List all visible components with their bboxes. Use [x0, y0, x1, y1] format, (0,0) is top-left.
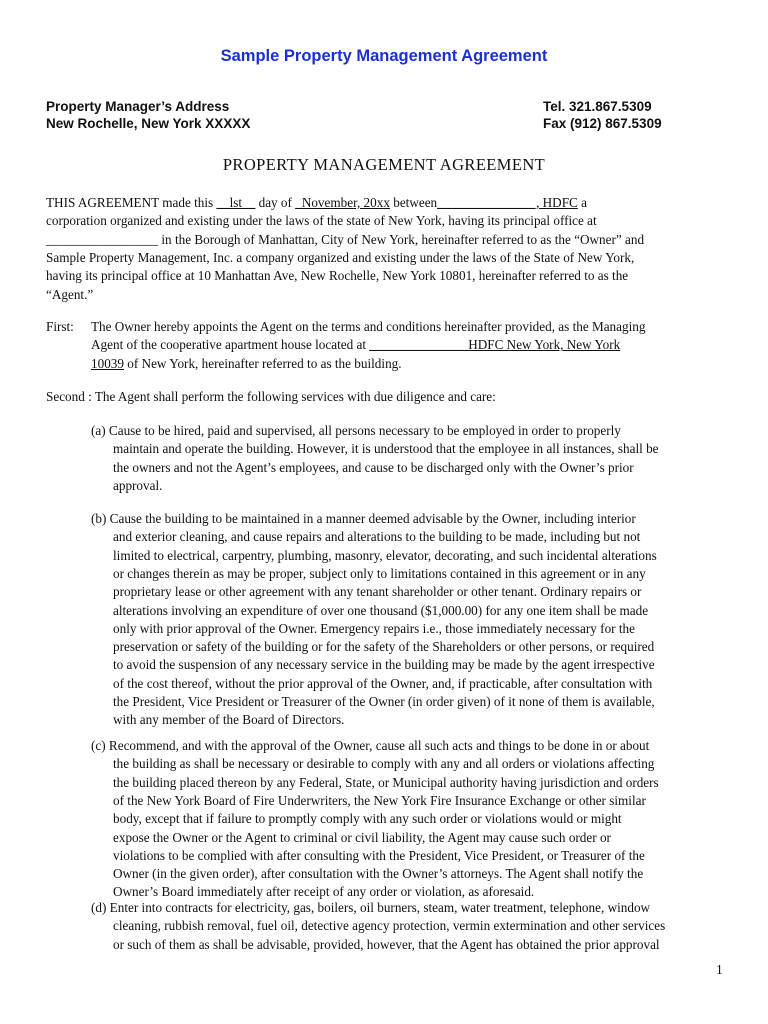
intro-text: between [389, 195, 438, 210]
clause-b-line: only with prior approval of the Owner. Emergency repairs i.e., those immediately necessary for the [113, 620, 635, 636]
clause-c-line: expose the Owner or the Agent to criminal or civil liability, the Agent may cause such order or [113, 829, 611, 845]
first-line-3 [91, 355, 402, 373]
clause-c-line: Owner (in the given order), after consultation with the Owner’s attorneys. The Agent shall notify the [113, 866, 644, 882]
owner-name-field: _______________, HDFC [437, 195, 578, 210]
manager-address [46, 98, 250, 132]
fax: Fax (912) 867.5309 [543, 116, 662, 131]
clause-c-line: body, except that if failure to promptly comply with any such order or violations would or might [113, 811, 622, 827]
zip-field: 10039 [91, 355, 124, 371]
intro-line-3: _________________ in the Borough of Manhattan, City of New York, hereinafter referred to as the “Owner” and [46, 231, 645, 247]
intro-line-1 [46, 194, 587, 212]
page-number: 1 [716, 962, 723, 977]
clause-b-line: (b) Cause the building to be maintained in a manner deemed advisable by the Owner, including interior [91, 511, 636, 526]
clause-a-line: (a) Cause to be hired, paid and supervised, all persons necessary to be employed in order to properly [91, 423, 621, 438]
contact-info [543, 98, 662, 132]
clause-a-line: maintain and operate the building. However, it is understood that the employee in all instances, shall be [113, 441, 659, 457]
address-line-2: New Rochelle, New York XXXXX [46, 116, 251, 131]
first-line-1: The Owner hereby appoints the Agent on the terms and conditions hereinafter provided, as the Managing [91, 319, 646, 334]
clause-b-line: alterations involving an expenditure of over one thousand ($1,000.00) for any one item shall be made [113, 602, 649, 618]
clause-c-line: (c) Recommend, and with the approval of the Owner, cause all such acts and things to be done in or about [91, 738, 650, 753]
intro-line-2: corporation organized and existing under the laws of the state of New York, having its principal office at [46, 213, 597, 229]
clause-c-line: violations to be complied with after consulting with the President, Vice President, or Treasurer of the [113, 847, 645, 863]
clause-c-line: of the New York Board of Fire Underwriters, the New York Fire Insurance Exchange or other similar [113, 792, 646, 808]
clause-d-line: (d) Enter into contracts for electricity, gas, boilers, oil burners, steam, water treatment, telephone, window [91, 900, 651, 915]
intro-line-5: having its principal office at 10 Manhattan Ave, New Rochelle, New York 10801, hereinafter referred to as the [46, 268, 629, 284]
clause-b-line: preservation or safety of the building or for the safety of the Shareholders or other persons, or required [113, 639, 655, 655]
clause-c-line: the building as shall be necessary or desirable to comply with any and all orders or violations affecting [113, 756, 655, 772]
clause-a-line: the owners and not the Agent’s employees, and cause to be discharged only with the Owner’s prior [113, 459, 634, 475]
building-address-field: _______________HDFC New York, New York [369, 337, 621, 353]
telephone: Tel. 321.867.5309 [543, 99, 652, 114]
address-line-1: Property Manager’s Address [46, 99, 230, 114]
clause-b-line: to avoid the suspension of any necessary service in the building may be made by the agent irrespective [113, 657, 655, 673]
first-text: of New York, hereinafter referred to as the building. [123, 355, 402, 371]
clause-b-line: the President, Vice President or Treasurer of the Owner (in order given) of it none of them is available, [113, 694, 655, 709]
clause-c-line: Owner’s Board immediately after receipt of any order or violation, as aforesaid. [113, 884, 535, 900]
intro-line-6: “Agent.” [46, 286, 94, 302]
document-title: Sample Property Management Agreement [220, 47, 548, 65]
clause-b-line: limited to electrical, carpentry, plumbing, masonry, elevator, decorating, and such incidental alterations [113, 547, 657, 563]
clause-b-line: or changes therein as may be proper, subject only to limitations contained in this agreement or in any [113, 565, 646, 581]
clause-c-line: the building placed thereon by any Federal, State, or Municipal authority having jurisdiction and orders [113, 774, 659, 790]
second-intro: Second : The Agent shall perform the following services with due diligence and care: [46, 389, 496, 404]
date-field: _November, 20xx [295, 195, 390, 210]
day-field: __lst__ [216, 195, 256, 210]
clause-b-line: and exterior cleaning, and cause repairs and alterations to the building to be made, including but not [113, 529, 641, 545]
clause-d-line: cleaning, rubbish removal, fuel oil, detective agency protection, vermin extermination and other services [113, 918, 666, 934]
clause-a-line: approval. [113, 477, 163, 493]
first-text: Agent of the cooperative apartment house located at [91, 337, 370, 353]
intro-text: a [577, 195, 587, 210]
first-label: First: [46, 319, 74, 334]
clause-b-line: with any member of the Board of Directors. [113, 712, 345, 728]
agreement-heading: PROPERTY MANAGEMENT AGREEMENT [222, 155, 546, 174]
clause-d-line: or such of them as shall be advisable, provided, however, that the Agent has obtained the prior approval [113, 936, 660, 952]
intro-line-4: Sample Property Management, Inc. a company organized and existing under the laws of the State of New York, [46, 249, 635, 265]
first-line-2 [91, 336, 620, 354]
clause-b-line: of the cost thereof, without the prior approval of the Owner, and, if practicable, after consultation with [113, 675, 653, 691]
intro-text: THIS AGREEMENT made this [46, 195, 217, 210]
intro-text: day of [255, 195, 296, 210]
clause-b-line: proprietary lease or other agreement with any tenant shareholder or other tenant. Ordinary repairs or [113, 584, 642, 600]
